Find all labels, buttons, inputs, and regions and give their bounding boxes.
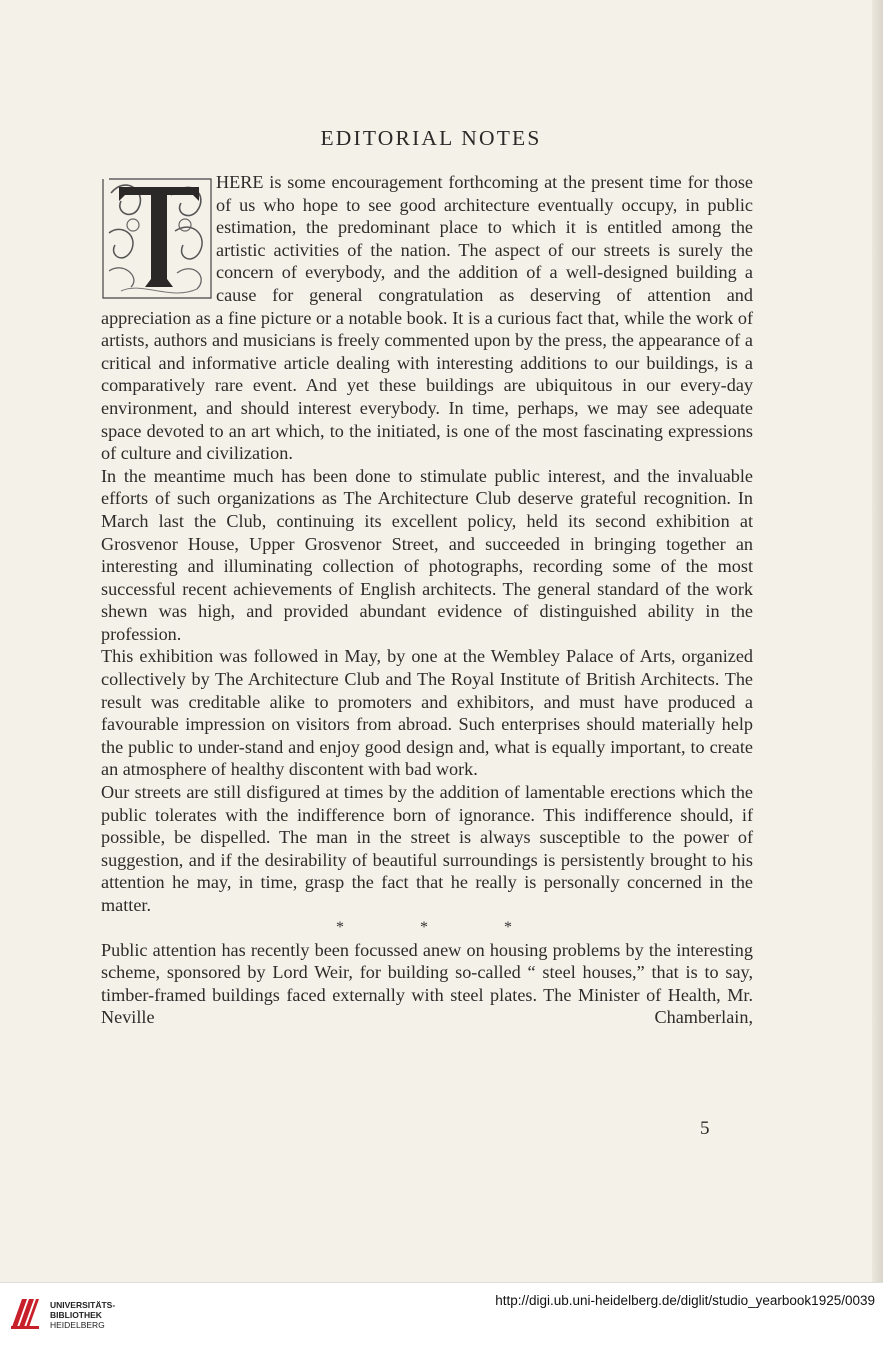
article-body <box>101 171 753 1029</box>
library-name-line1: UNIVERSITÄTS- <box>50 1300 116 1310</box>
library-name-line2: BIBLIOTHEK <box>50 1310 102 1320</box>
paragraph-3: This exhibition was followed in May, by one at the Wembley Palace of Arts, organized collectively by The Architecture Club and The Royal Institute of British Architects. The result was creditable alike to promoters and exhibitors, and must have produced a favourable impression on visitors from abroad. Such enterprises should materially help the public to under-stand and enjoy good design and, what is equally important, to create an atmosphere of healthy discontent with bad work. <box>101 646 753 780</box>
library-name-line3: HEIDELBERG <box>50 1320 105 1330</box>
paragraph-5: Public attention has recently been focussed anew on housing problems by the interesting scheme, sponsored by Lord Weir, for building so-called “ steel houses,” that is to say, timber-framed buildings faced externally with steel plates. The Minister of Health, Mr. Neville Chamberlain, <box>101 939 753 1028</box>
section-separator: * * * <box>336 918 548 936</box>
footer-bar <box>0 1282 883 1346</box>
first-paragraph <box>101 171 753 465</box>
library-logo-icon <box>8 1295 42 1336</box>
page-edge <box>872 0 883 1282</box>
page-title: EDITORIAL NOTES <box>320 126 542 150</box>
page-number: 5 <box>700 1118 710 1139</box>
permalink-url[interactable]: http://digi.ub.uni-heidelberg.de/diglit/studio_yearbook1925/0039 <box>495 1293 875 1308</box>
paragraph-4: Our streets are still disfigured at times by the addition of lamentable erections which the public tolerates with the indifference born of ignorance. This indifference should, if possible, be dispelled. The man in the street is always susceptible to the power of suggestion, and if the desirability of beautiful surroundings is persistently brought to his attention he may, in time, grasp the fact that he really is personally concerned in the matter. <box>101 782 753 915</box>
dropcap-ornament <box>101 173 214 302</box>
library-name <box>50 1300 115 1330</box>
paragraph-1: HERE is some encouragement forthcoming at the present time for those of us who hope to see good architecture eventually occupy, in public estimation, the predominant place to which it is entitled among the artistic activities of the nation. The aspect of our streets is surely the concern of everybody, and the addition of a well-designed building a cause for general congratulation as deserving of attention and appreciation as a fine picture or a notable book. It is a curious fact that, while the work of artists, authors and musicians is freely commented upon by the press, the appearance of a critical and informative article dealing with interesting additions to our buildings, is a comparatively rare event. And yet these buildings are ubiquitous in our every-day environment, and should interest everybody. In time, perhaps, we may see adequate space devoted to an art which, to the initiated, is one of the most fascinating expressions of culture and civilization. <box>101 172 753 464</box>
paragraph-2: In the meantime much has been done to stimulate public interest, and the invaluable efforts of such organizations as The Architecture Club deserve grateful recognition. In March last the Club, continuing its excellent policy, held its second exhibition at Grosvenor House, Upper Grosvenor Street, and succeeded in bringing together an interesting and illuminating collection of photographs, recording some of the most successful recent achievements of English architects. The general standard of the work shewn was high, and provided abundant evidence of distinguished ability in the profession. <box>101 465 753 644</box>
